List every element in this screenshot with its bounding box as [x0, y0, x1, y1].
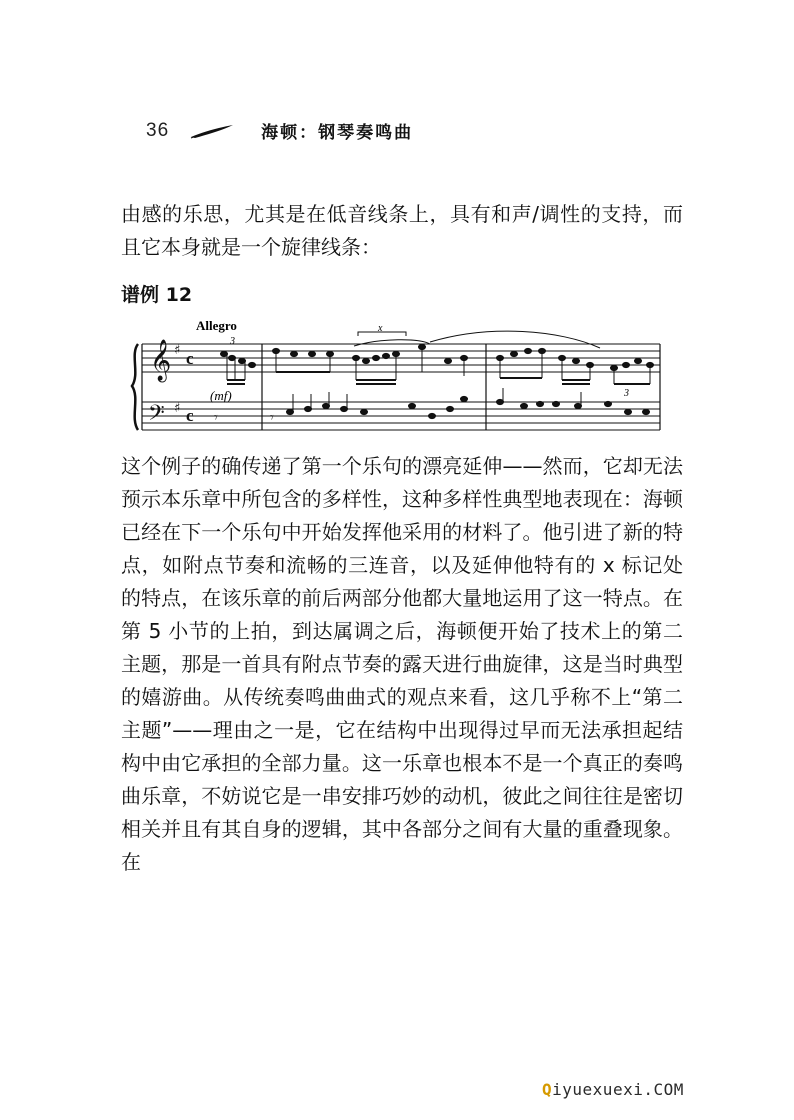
slur-2 [430, 331, 600, 348]
music-score [130, 314, 670, 444]
quill-icon [189, 123, 235, 139]
watermark-initial: Q [542, 1080, 553, 1099]
bass-clef-icon: 𝄢 [148, 401, 165, 431]
triplet-mark-1: 3 [230, 336, 235, 347]
watermark [542, 1080, 684, 1099]
paragraph-analysis: 这个例子的确传递了第一个乐句的漂亮延伸——然而，它却无法预示本乐章中所包含的多样性，这种多样性典型地表现在：海顿已经在下一个乐句中开始发挥他采用的材料了。他引进了新的特点，如附点节奏和流畅的三连音，以及延伸他特有的 x 标记处的特点，在该乐章的前后两部分他都大量地运用了这一特点。在第 5 小节的上拍，到达属调之后，海顿便开始了技术上的第二主题，那是一首具有附点节奏的露天进行曲旋律，这是当时典型的嬉游曲。从传统奏鸣曲曲式的观点来看，这几乎称不上“第二主题”——理由之一是，它在结构中出现得过早而无法承担起结构中由它承担的全部力量。这一乐章也根本不是一个真正的奏鸣曲乐章，不妨说它是一串安排巧妙的动机，彼此之间往往是密切相关并且有其自身的逻辑，其中各部分之间有大量的重叠现象。在 [121, 454, 683, 874]
bass-staff [142, 402, 660, 430]
treble-staff [142, 344, 660, 372]
motif-mark: x [378, 323, 383, 334]
key-sharp-bass: ♯ [174, 401, 181, 416]
example-label: 谱例 12 [121, 284, 193, 306]
watermark-text: iyuexuexi.COM [552, 1080, 684, 1099]
triplet-mark-2: 3 [624, 388, 629, 399]
time-signature-bass: c [186, 406, 194, 425]
paragraph-intro: 由感的乐思，尤其是在低音线条上，具有和声/调性的支持，而且它本身就是一个旋律线条： [121, 202, 683, 259]
time-signature-treble: c [186, 349, 194, 368]
rest-2: 𝄾 [270, 410, 274, 426]
rest-1: 𝄾 [214, 410, 218, 426]
page-number: 36 [146, 119, 170, 141]
bass-notes [287, 388, 650, 419]
treble-notes-m2 [273, 344, 468, 384]
key-sharp-treble: ♯ [174, 343, 181, 358]
slur-1 [354, 340, 430, 346]
treble-notes-m3 [497, 348, 654, 384]
treble-clef-icon: 𝄞 [150, 340, 172, 381]
page-header [146, 118, 413, 143]
dynamic-marking: (mf) [210, 388, 232, 403]
tempo-marking: Allegro [196, 318, 237, 333]
treble-notes-m1 [221, 351, 256, 384]
running-title: 海顿：钢琴奏鸣曲 [261, 123, 414, 143]
grand-staff-brace [132, 344, 138, 430]
